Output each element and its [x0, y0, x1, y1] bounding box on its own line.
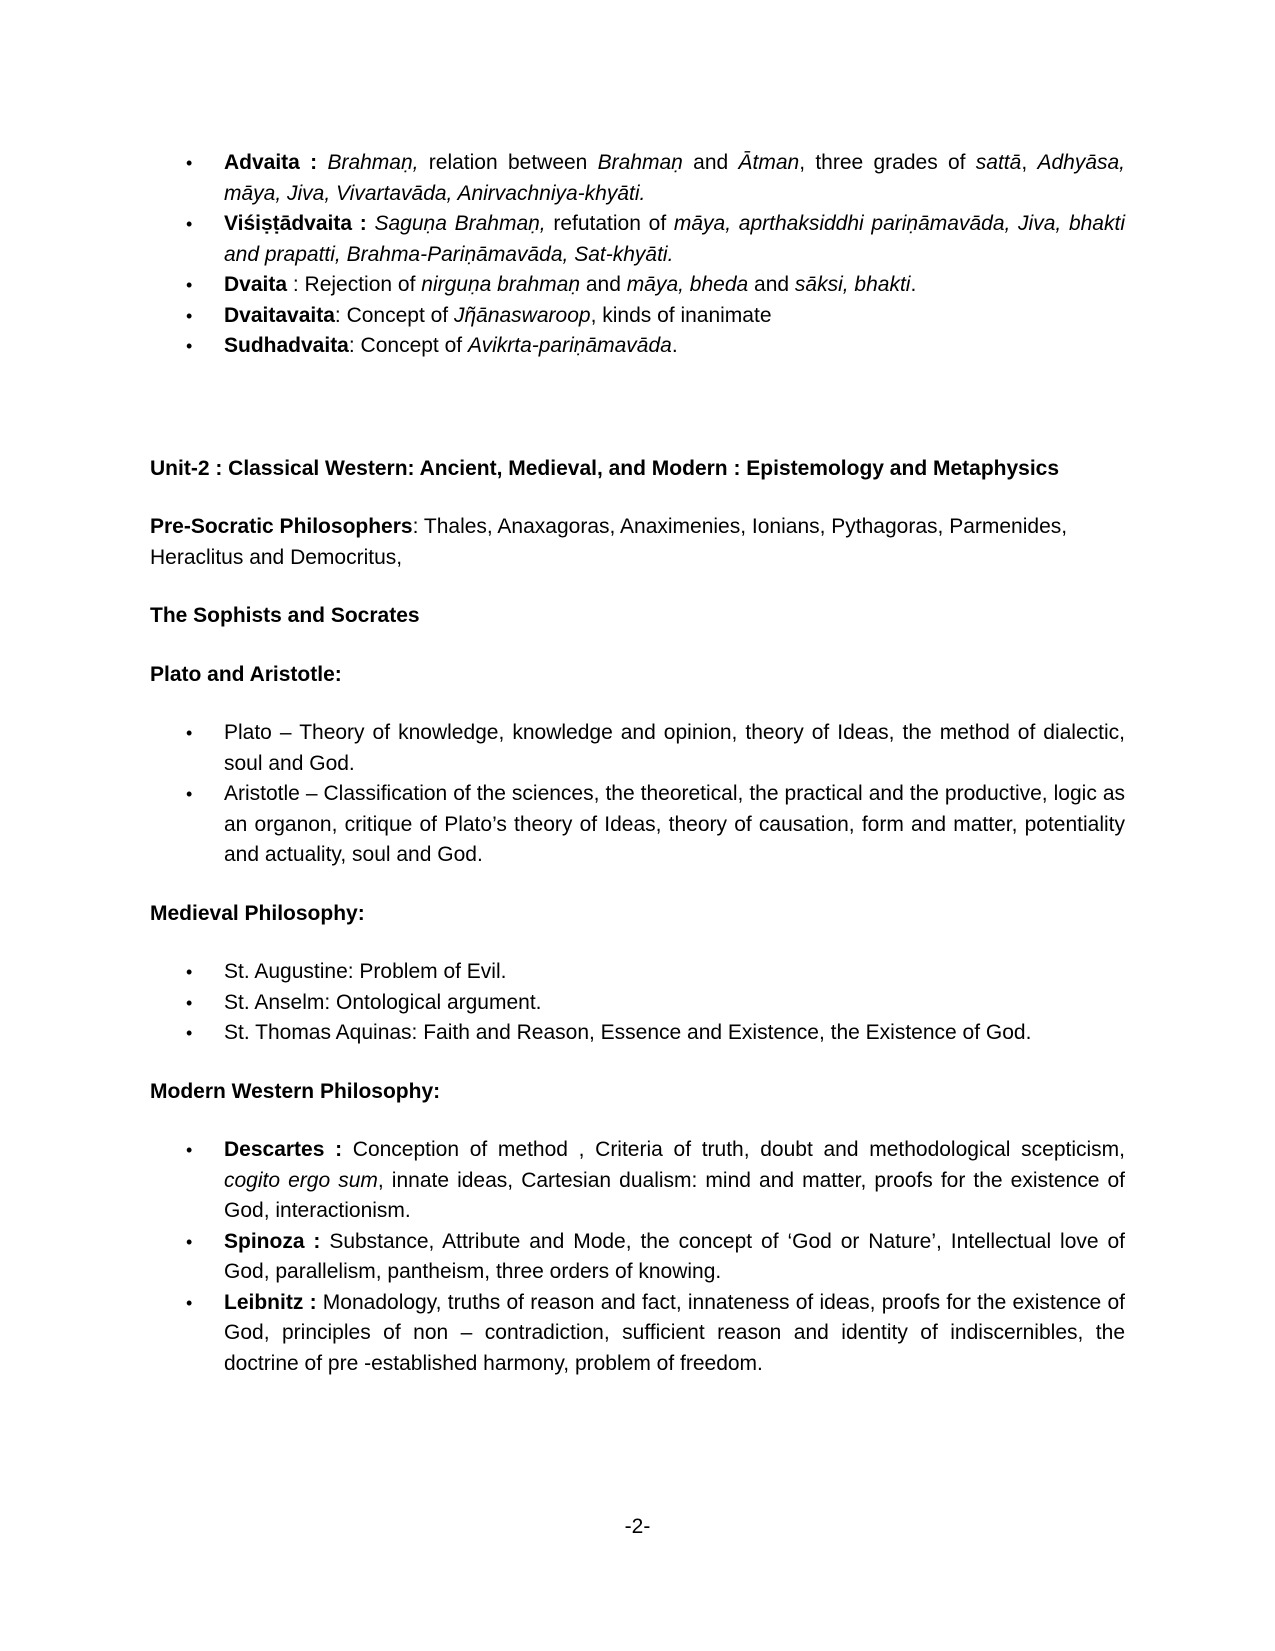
item-term: Dvaitavaita — [224, 303, 335, 327]
list-item — [224, 301, 1125, 332]
item-text: and — [682, 151, 739, 174]
item-text: cogito ergo sum — [224, 1168, 378, 1192]
item-text: , three grades of — [799, 151, 976, 174]
item-text: Substance, Attribute and Mode, the concept of ‘God or Nature’, Intellectual love of God, parallelism, pantheism, three orders of knowing. — [224, 1229, 1125, 1283]
list-item — [224, 1288, 1125, 1380]
presocratic-paragraph — [150, 512, 1125, 573]
item-text: : Concept of — [348, 334, 468, 357]
list-item — [224, 1227, 1125, 1288]
item-text: : Concept of — [334, 303, 454, 327]
modern-list — [150, 1135, 1125, 1379]
item-text: refutation of — [545, 212, 674, 235]
medieval-list — [150, 957, 1125, 1049]
item-text: Avikrta-pariṇāmavāda — [467, 334, 672, 357]
item-text: māya, bheda — [626, 273, 749, 296]
item-text: and — [580, 273, 627, 296]
indian-schools-list — [150, 148, 1125, 362]
item-text: sattā — [975, 151, 1022, 174]
page-number: -2- — [624, 1515, 651, 1538]
list-item — [224, 209, 1125, 270]
item-text: , — [1021, 151, 1038, 174]
plato-aristotle-list — [150, 718, 1125, 871]
item-text: Monadology, truths of reason and fact, innateness of ideas, proofs for the existence of God, principles of non – contradiction, sufficient reason and identity of indiscernibles, the doctrine of pre -established harmony, problem of freedom. — [224, 1290, 1125, 1375]
item-term: Leibnitz : — [224, 1290, 317, 1314]
item-text: Brahmaṇ — [597, 151, 683, 174]
item-text: . — [671, 334, 678, 357]
list-item — [224, 148, 1125, 209]
item-term: Sudhadvaita — [224, 334, 349, 357]
item-term: Descartes : — [224, 1138, 343, 1161]
list-item — [224, 331, 1125, 362]
item-term: Spinoza : — [224, 1229, 321, 1253]
list-item: • St. Thomas Aquinas: Faith and Reason, Essence and Existence, the Existence of God. — [224, 1018, 1125, 1049]
item-text: Ātman — [738, 151, 800, 174]
item-term: Advaita : — [224, 151, 318, 174]
item-text: Conception of method , Criteria of truth, doubt and methodological scepticism, — [342, 1138, 1126, 1161]
item-text: Adhyāsa, māya, Jiva, Vivartavāda, Anirvachniya-khyāti. — [224, 151, 1126, 205]
presocratic-label: Pre-Socratic Philosophers — [150, 515, 413, 538]
item-text: māya, aprthaksiddhi pariṇāmavāda, Jiva, bhakti and prapatti, Brahma-Pariṇāmavāda, Sat-khyāti. — [224, 212, 1125, 266]
unit-heading: Unit-2 : Classical Western: Ancient, Medieval, and Modern : Epistemology and Metaphysics — [150, 456, 1060, 480]
plato-aristotle-heading: Plato and Aristotle: — [150, 662, 342, 686]
syllabus-content — [150, 148, 1125, 1379]
item-text: , innate ideas, Cartesian dualism: mind and matter, proofs for the existence of God, interactionism. — [224, 1168, 1125, 1222]
item-text: : Rejection of — [287, 273, 422, 296]
list-item — [224, 270, 1125, 301]
item-text: Brahmaṇ, — [327, 151, 419, 174]
item-text: and — [748, 273, 795, 296]
list-item: • Aristotle – Classification of the sciences, the theoretical, the practical and the productive, logic as an organon, critique of Plato’s theory of Ideas, theory of causation, form and matter, potentiality and actuality, soul and God. — [224, 779, 1125, 871]
item-term: Dvaita — [224, 273, 288, 296]
item-text: nirguṇa brahmaṇ — [421, 273, 581, 296]
list-item — [224, 1135, 1125, 1227]
item-text: relation between — [418, 151, 598, 174]
item-text — [317, 151, 327, 174]
item-term: Viśiṣṭādvaita : — [224, 212, 367, 235]
item-text: , kinds of inanimate — [590, 303, 772, 327]
modern-heading: Modern Western Philosophy: — [150, 1079, 441, 1103]
item-text: sāksi, bhakti — [794, 273, 911, 296]
list-item: • St. Augustine: Problem of Evil. — [224, 957, 1125, 988]
item-text: . — [910, 273, 917, 296]
list-item: • Plato – Theory of knowledge, knowledge and opinion, theory of Ideas, the method of dialectic, soul and God. — [224, 718, 1125, 779]
item-text: Jῆānaswaroop — [453, 303, 591, 327]
sophists-heading: The Sophists and Socrates — [150, 604, 420, 627]
item-text: Saguṇa Brahmaṇ, — [374, 212, 546, 235]
list-item: • St. Anselm: Ontological argument. — [224, 988, 1125, 1019]
presocratic-text: : Thales, Anaxagoras, Anaximenies, Ionians, Pythagoras, Parmenides, Heraclitus and Democritus, — [150, 515, 1068, 569]
medieval-heading: Medieval Philosophy: — [150, 901, 365, 925]
